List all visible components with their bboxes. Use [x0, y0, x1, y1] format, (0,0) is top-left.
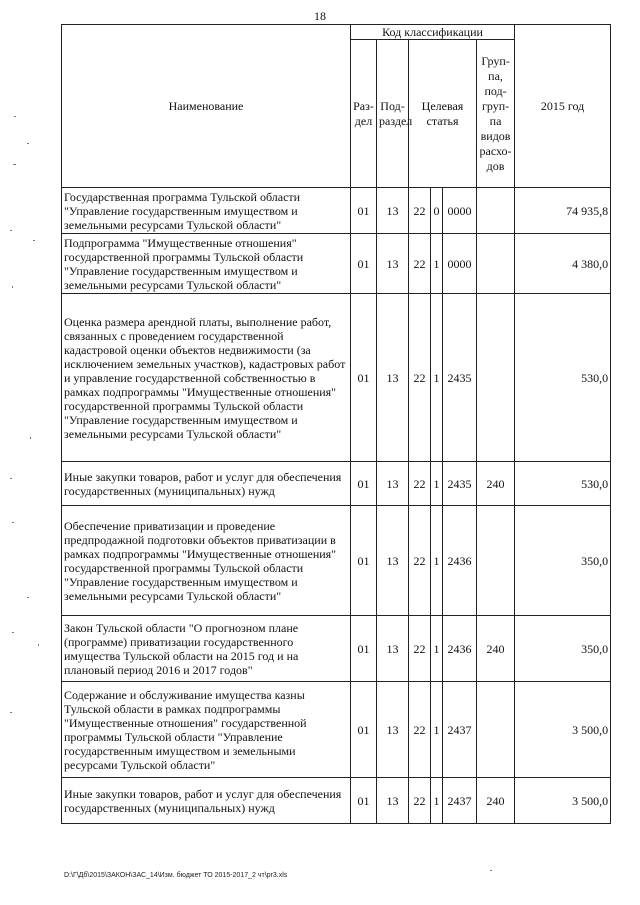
header-section: Раз- дел — [351, 40, 377, 188]
scan-speck — [10, 478, 12, 479]
row-name-cell: Обеспечение приватизации и проведение предпродажной подготовки объектов приватизации в рамках подпрограммы "Имущественные отношения" государственной программы Тульской области "Управление государственным имуществом и земельными ресурсами Тульской области" — [62, 506, 351, 616]
row-target-program-cell: 22 — [409, 462, 431, 506]
page-number: 18 — [314, 9, 326, 23]
row-name-cell: Подпрограмма "Имущественные отношения" государственной программы Тульской области "Управление государственным имуществом и земельными ресурсами Тульской области" — [62, 234, 351, 294]
row-amount-cell: 530,0 — [515, 294, 611, 462]
table-row — [62, 462, 611, 506]
row-subsection-cell: 13 — [377, 778, 409, 824]
row-subsection-cell: 13 — [377, 616, 409, 682]
scan-speck — [27, 597, 29, 598]
row-subsection-cell: 13 — [377, 294, 409, 462]
scan-speck — [13, 164, 16, 165]
row-name-cell: Государственная программа Тульской области "Управление государственным имуществом и земельными ресурсами Тульской области" — [62, 188, 351, 234]
header-year: 2015 год — [515, 25, 611, 188]
scan-speck — [38, 644, 39, 646]
row-name-cell: Содержание и обслуживание имущества казны Тульской области в рамках подпрограммы "Имущественные отношения" государственной программы Тульской области "Управление государственным имуществом и земельными ресурсами Тульской области" — [62, 682, 351, 778]
row-expense-group-cell: 240 — [477, 462, 515, 506]
row-target-subprogram-cell: 1 — [431, 294, 443, 462]
row-expense-group-cell — [477, 682, 515, 778]
row-target-program-cell: 22 — [409, 188, 431, 234]
row-target-program-cell: 22 — [409, 682, 431, 778]
scan-speck — [14, 116, 16, 117]
row-name-cell: Иные закупки товаров, работ и услуг для обеспечения государственных (муниципальных) нужд — [62, 462, 351, 506]
row-target-subprogram-cell: 1 — [431, 234, 443, 294]
scan-speck — [12, 632, 14, 633]
row-amount-cell: 350,0 — [515, 616, 611, 682]
row-amount-cell: 3 500,0 — [515, 778, 611, 824]
row-target-subprogram-cell: 1 — [431, 778, 443, 824]
row-section-cell: 01 — [351, 294, 377, 462]
row-subsection-cell: 13 — [377, 188, 409, 234]
row-amount-cell: 74 935,8 — [515, 188, 611, 234]
row-section-cell: 01 — [351, 462, 377, 506]
header-expense-group: Груп- па, под- груп- па видов расхо- дов — [477, 40, 515, 188]
row-section-cell: 01 — [351, 616, 377, 682]
header-code-group: Код классификации — [351, 25, 515, 40]
scan-speck — [12, 522, 14, 523]
budget-table — [61, 24, 611, 824]
row-subsection-cell: 13 — [377, 234, 409, 294]
row-amount-cell: 4 380,0 — [515, 234, 611, 294]
table-row — [62, 506, 611, 616]
scan-speck — [12, 286, 13, 288]
scan-speck — [27, 143, 29, 144]
row-target-program-cell: 22 — [409, 234, 431, 294]
header-subsection: Под- раздел — [377, 40, 409, 188]
table-row — [62, 778, 611, 824]
row-target-subprogram-cell: 1 — [431, 462, 443, 506]
row-section-cell: 01 — [351, 682, 377, 778]
row-target-subprogram-cell: 1 — [431, 506, 443, 616]
row-amount-cell: 3 500,0 — [515, 682, 611, 778]
row-expense-group-cell: 240 — [477, 616, 515, 682]
scan-speck — [10, 712, 12, 713]
row-section-cell: 01 — [351, 234, 377, 294]
row-name-cell: Иные закупки товаров, работ и услуг для обеспечения государственных (муниципальных) нужд — [62, 778, 351, 824]
row-expense-group-cell — [477, 506, 515, 616]
row-amount-cell: 530,0 — [515, 462, 611, 506]
row-target-subprogram-cell: 1 — [431, 616, 443, 682]
row-target-program-cell: 22 — [409, 506, 431, 616]
row-section-cell: 01 — [351, 778, 377, 824]
row-expense-group-cell: 240 — [477, 778, 515, 824]
scan-speck — [490, 870, 492, 871]
row-target-direction-cell: 2435 — [443, 462, 477, 506]
row-subsection-cell: 13 — [377, 682, 409, 778]
header-target-article: Целевая статья — [409, 40, 477, 188]
table-row — [62, 682, 611, 778]
table-row — [62, 616, 611, 682]
row-target-direction-cell: 2436 — [443, 616, 477, 682]
header-name: Наименование — [62, 25, 351, 188]
row-name-cell: Оценка размера арендной платы, выполнение работ, связанных с проведением государственной кадастровой оценки объектов недвижимости (за исключением земельных участков), кадастровых работ и управление государственной собственностью в рамках подпрограммы "Имущественные отношения" государственной программы Тульской области "Управление государственным имуществом и земельными ресурсами Тульской области" — [62, 294, 351, 462]
row-target-program-cell: 22 — [409, 294, 431, 462]
row-expense-group-cell — [477, 188, 515, 234]
scan-speck — [10, 230, 12, 231]
row-amount-cell: 350,0 — [515, 506, 611, 616]
row-target-direction-cell: 2435 — [443, 294, 477, 462]
row-name-cell: Закон Тульской области "О прогнозном плане (программе) приватизации государственного имущества Тульской области на 2015 год и на плановый период 2016 и 2017 годов" — [62, 616, 351, 682]
row-section-cell: 01 — [351, 188, 377, 234]
row-target-program-cell: 22 — [409, 616, 431, 682]
row-subsection-cell: 13 — [377, 462, 409, 506]
footer-file-path: D:\Г\Дб\2015\ЗАКОН\ЗАС_14\Изм. бюджет ТО 2015-2017_2 чт\pr3.xls — [64, 872, 288, 879]
scan-speck — [30, 437, 31, 439]
row-section-cell: 01 — [351, 506, 377, 616]
row-target-direction-cell: 0000 — [443, 188, 477, 234]
row-subsection-cell: 13 — [377, 506, 409, 616]
row-target-direction-cell: 0000 — [443, 234, 477, 294]
table-row — [62, 294, 611, 462]
row-target-direction-cell: 2437 — [443, 778, 477, 824]
row-expense-group-cell — [477, 294, 515, 462]
row-target-subprogram-cell: 1 — [431, 682, 443, 778]
table-row — [62, 188, 611, 234]
table-row — [62, 234, 611, 294]
row-target-program-cell: 22 — [409, 778, 431, 824]
scan-speck — [33, 240, 35, 241]
row-target-direction-cell: 2437 — [443, 682, 477, 778]
row-target-direction-cell: 2436 — [443, 506, 477, 616]
row-target-subprogram-cell: 0 — [431, 188, 443, 234]
row-expense-group-cell — [477, 234, 515, 294]
header-row-top — [62, 25, 611, 40]
